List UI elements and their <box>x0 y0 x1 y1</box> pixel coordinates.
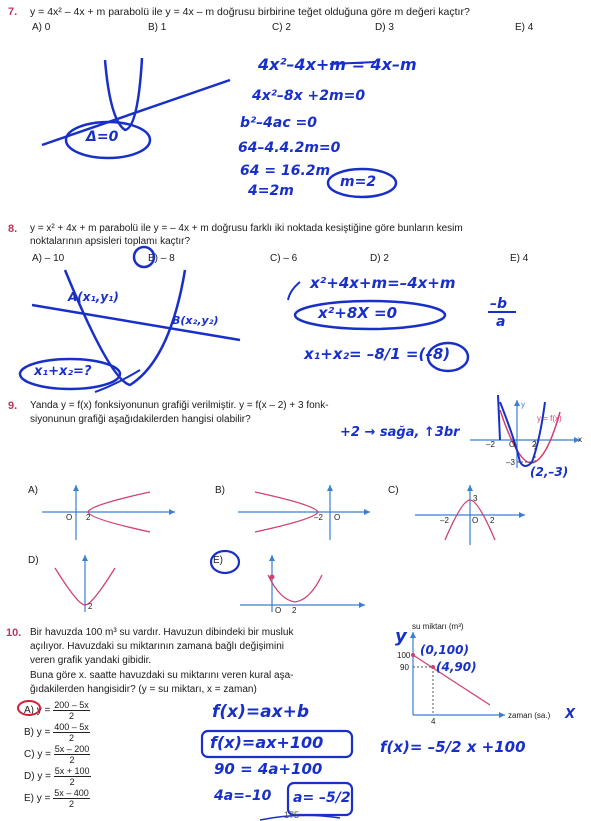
q7-option-b[interactable]: B) 1 <box>148 22 167 33</box>
q8-option-a[interactable]: A) – 10 <box>32 253 65 264</box>
q7-work-4: 64–4.4.2m=0 <box>238 140 341 156</box>
q10-option-d-label: D) y = <box>24 771 51 783</box>
q8-work-4: a <box>496 314 506 330</box>
q7-work-3: b²–4ac =0 <box>240 115 317 131</box>
q9-c-three: 3 <box>473 494 478 503</box>
q7-option-d[interactable]: D) 3 <box>375 22 394 33</box>
q9-point-label: (2,–3) <box>530 465 569 479</box>
q10-line-1: Bir havuzda 100 m³ su vardır. Havuzun dibindeki bir musluk <box>30 627 294 638</box>
q8-number: 8. <box>8 223 18 235</box>
q9-work: +2 → sağa, ↑3br <box>340 425 460 440</box>
q7-graph-label: Δ=0 <box>86 129 119 145</box>
q10-option-e-num: 5x – 400 <box>54 788 89 798</box>
q9-b-zero: O <box>334 513 341 522</box>
q7-option-a[interactable]: A) 0 <box>32 22 51 33</box>
q10-graph-p2: (4,90) <box>436 660 477 674</box>
q8-work-1: x²+4x+m=–4x+m <box>310 274 456 292</box>
q8-text-2: noktalarının apsisleri toplamı kaçtır? <box>30 236 191 247</box>
q7-option-e[interactable]: E) 4 <box>515 22 534 33</box>
q8-label-sum: x₁+x₂=? <box>34 364 92 379</box>
q8-label-a: A(x₁,y₁) <box>68 290 119 304</box>
q9-ref-fx: y = f(x) <box>537 414 562 423</box>
q8-text-1: y = x² + 4x + m parabolü ile y = – 4x + m doğrusu farklı iki noktada kesiştiğine göre bunların kesim <box>30 223 463 234</box>
q10-graph-x4: 4 <box>431 717 436 726</box>
q10-work-6: f(x)= –5/2 x +100 <box>380 738 526 756</box>
q9-a-two: 2 <box>86 513 91 522</box>
q10-graph-xlabel: zaman (sa.) <box>508 711 551 720</box>
q9-b-neg2: –2 <box>314 513 323 522</box>
q10-work-5: a= –5/2 <box>293 790 351 806</box>
q7-work-1: 4x²–4x+m = 4x–m <box>258 55 417 74</box>
q10-number: 10. <box>6 627 22 639</box>
q9-e-zero: O <box>275 606 282 615</box>
q9-ref-x: x <box>578 435 582 444</box>
q10-line-5: ğıdakilerden hangisidir? (y = su miktarı, x = zaman) <box>30 684 257 695</box>
q8-work-3: –b <box>490 296 508 312</box>
q7-work-5: 64 = 16.2m <box>240 163 331 179</box>
q9-c-two: 2 <box>490 516 495 525</box>
q10-graph-p1: (0,100) <box>420 643 469 657</box>
q10-line-4: Buna göre x. saatte havuzdaki su miktarını veren kural aşa- <box>30 670 294 681</box>
q9-text-2: siyonunun grafiği aşağıdakilerden hangisi olabilir? <box>30 414 251 425</box>
q9-option-a[interactable]: A) <box>28 485 38 496</box>
q10-option-d-den: 2 <box>69 777 75 787</box>
q9-option-d[interactable]: D) <box>28 555 39 566</box>
q10-option-c-label: C) y = <box>24 749 51 761</box>
q9-ref-zero: O <box>509 440 516 449</box>
q7-work-6: 4=2m <box>248 183 294 199</box>
q9-e-two: 2 <box>292 606 297 615</box>
q10-work-1: f(x)=ax+b <box>212 702 309 722</box>
q9-a-zero: O <box>66 513 73 522</box>
q10-work-2: f(x)=ax+100 <box>210 733 324 752</box>
q10-option-b-num: 400 – 5x <box>54 722 89 732</box>
q7-work-7: m=2 <box>340 174 377 190</box>
q8-option-c[interactable]: C) – 6 <box>270 253 298 264</box>
q10-option-e-den: 2 <box>68 799 74 809</box>
q10-line-2: açılıyor. Havuzdaki su miktarının zamana bağlı değişimini <box>30 641 285 652</box>
q9-text-1: Yanda y = f(x) fonksiyonunun grafiği verilmiştir. y = f(x – 2) + 3 fonk- <box>30 400 329 411</box>
q9-option-c[interactable]: C) <box>388 485 399 496</box>
q9-option-b[interactable]: B) <box>215 485 225 496</box>
q8-work-5: x₁+x₂= –8/1 =(–8) <box>304 345 451 363</box>
q9-c-neg2: –2 <box>440 516 449 525</box>
q10-option-a-den: 2 <box>68 711 74 721</box>
q7-work-2: 4x²–8x +2m=0 <box>252 88 366 104</box>
q8-option-b[interactable]: B) – 8 <box>148 253 175 264</box>
q9-c-zero: O <box>472 516 479 525</box>
q10-work-3: 90 = 4a+100 <box>214 760 323 778</box>
q10-option-c-den: 2 <box>69 755 75 765</box>
q9-d-two: 2 <box>88 602 93 611</box>
page-number: 175 <box>284 810 300 820</box>
q9-ref-neg2: –2 <box>486 440 495 449</box>
q9-number: 9. <box>8 400 18 412</box>
q10-option-a-label: A) y = <box>24 705 51 717</box>
q10-option-d-num: 5x + 100 <box>54 766 90 776</box>
q10-graph-ylabel: su miktarı (m³) <box>412 622 464 631</box>
q7-text: y = 4x² – 4x + m parabolü ile y = 4x – m doğrusu birbirine teğet olduğuna göre m değeri kaçtır? <box>30 6 470 18</box>
q10-option-b-den: 2 <box>68 733 74 743</box>
q10-option-e-label: E) y = <box>24 793 51 805</box>
q8-label-b: B(x₂,y₂) <box>172 314 219 327</box>
q10-graph-y90: 90 <box>400 663 409 672</box>
q10-option-b-label: B) y = <box>24 727 51 739</box>
q10-line-3: veren grafik yandaki gibidir. <box>30 655 152 666</box>
q10-graph-x: X <box>565 707 576 722</box>
q8-work-2: x²+8X =0 <box>318 304 398 322</box>
q10-work-4: 4a=–10 <box>214 788 272 804</box>
q7-number: 7. <box>8 6 18 18</box>
q7-option-c[interactable]: C) 2 <box>272 22 291 33</box>
q8-option-e[interactable]: E) 4 <box>510 253 529 264</box>
q9-ref-y: y <box>521 400 525 409</box>
q9-ref-neg3: –3 <box>506 458 515 467</box>
q10-graph-y100: 100 <box>397 651 411 660</box>
q10-graph-y: y <box>395 626 407 647</box>
q10-option-c-num: 5x – 200 <box>54 744 90 754</box>
q10-option-a-num: 200 – 5x <box>54 700 89 710</box>
q9-option-e[interactable]: E) <box>213 555 223 566</box>
q8-option-d[interactable]: D) 2 <box>370 253 389 264</box>
q9-ref-two: 2 <box>532 440 537 449</box>
